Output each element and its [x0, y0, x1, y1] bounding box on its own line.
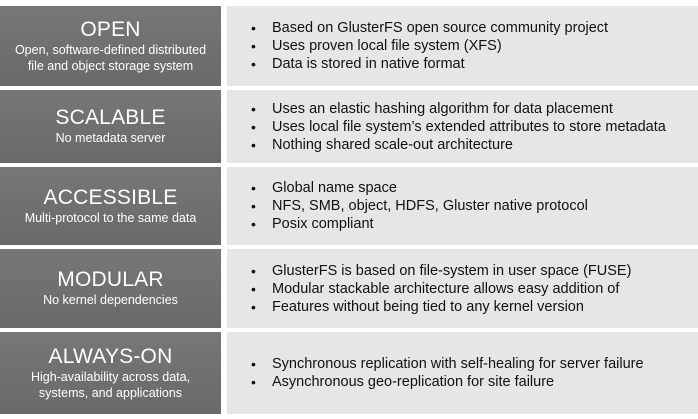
feature-row-always-on [0, 332, 698, 414]
bullet-item: • Uses proven local file system (XFS) [249, 37, 698, 55]
feature-heading-cell [0, 332, 227, 414]
bullet-item: • Nothing shared scale-out architecture [249, 136, 698, 154]
feature-details-cell [227, 249, 698, 328]
feature-details-cell [227, 332, 698, 414]
feature-bullet-list [249, 179, 698, 233]
feature-row-open [0, 6, 698, 86]
bullet-item: • Features without being tied to any kernel version [249, 298, 698, 316]
bullet-item: • Posix compliant [249, 215, 698, 233]
bullet-item: • Asynchronous geo-replication for site failure [249, 373, 698, 391]
feature-row-scalable [0, 90, 698, 163]
feature-bullet-list [249, 19, 698, 73]
bullet-item: • NFS, SMB, object, HDFS, Gluster native protocol [249, 197, 698, 215]
feature-heading-cell [0, 167, 227, 245]
bullet-item: • Uses an elastic hashing algorithm for data placement [249, 100, 698, 118]
feature-heading-cell [0, 6, 227, 86]
feature-heading-cell [0, 249, 227, 328]
bullet-item: • Modular stackable architecture allows easy addition of [249, 280, 698, 298]
feature-subtitle: No metadata server [55, 131, 166, 146]
feature-details-cell [227, 167, 698, 245]
bullet-item: • Data is stored in native format [249, 55, 698, 73]
feature-bullet-list [249, 262, 698, 316]
feature-title: OPEN [80, 18, 141, 41]
feature-subtitle: High-availability across data, systems, and applications [30, 370, 191, 400]
bullet-item: • Synchronous replication with self-healing for server failure [249, 355, 698, 373]
feature-subtitle: Open, software-defined distributed file and object storage system [14, 43, 207, 73]
feature-bullet-list [249, 355, 698, 391]
feature-bullet-list [249, 100, 698, 154]
feature-title: MODULAR [57, 268, 164, 292]
bullet-item: • GlusterFS is based on file-system in user space (FUSE) [249, 262, 698, 280]
feature-heading-cell [0, 90, 227, 163]
bullet-item: • Global name space [249, 179, 698, 197]
feature-title: SCALABLE [55, 106, 166, 130]
feature-subtitle: Multi-protocol to the same data [24, 210, 197, 225]
bullet-item: • Uses local file system’s extended attributes to store metadata [249, 118, 698, 136]
feature-subtitle: No kernel dependencies [43, 293, 178, 308]
feature-row-modular [0, 249, 698, 328]
feature-title: ALWAYS-ON [48, 345, 173, 368]
feature-details-cell [227, 90, 698, 163]
feature-row-accessible [0, 167, 698, 245]
feature-title: ACCESSIBLE [43, 185, 178, 209]
bullet-item: • Based on GlusterFS open source community project [249, 19, 698, 37]
feature-details-cell [227, 6, 698, 86]
